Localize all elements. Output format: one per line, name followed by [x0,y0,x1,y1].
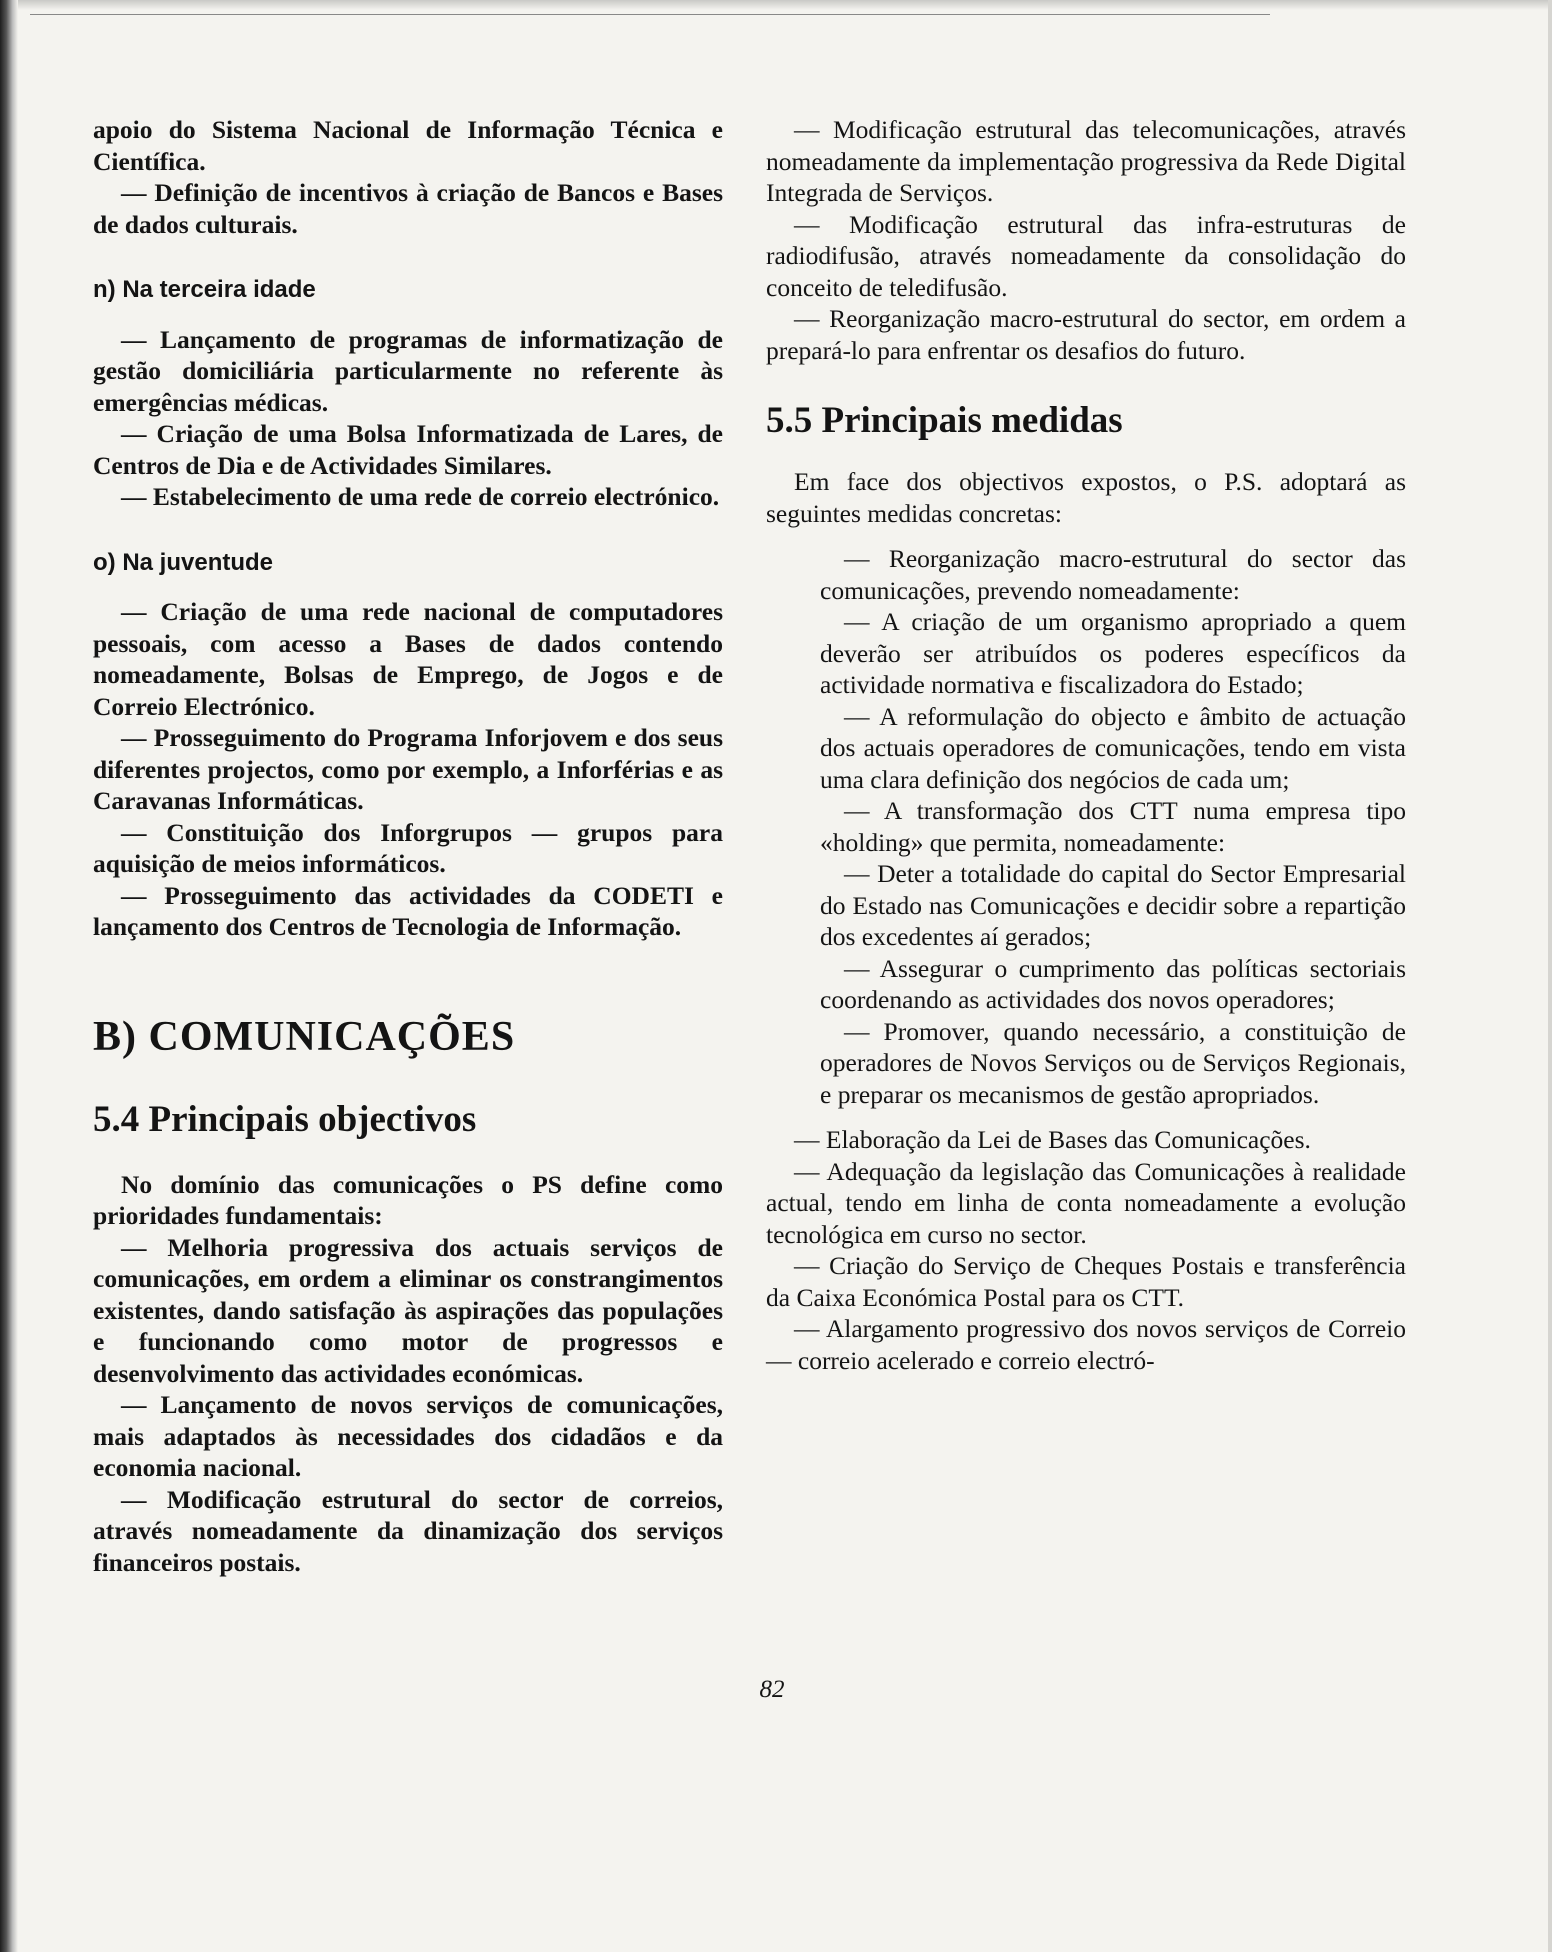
scan-right-edge [1548,0,1552,1952]
section-title-comunicacoes: B) COMUNICAÇÕES [93,1013,516,1060]
page-number: 82 [759,1676,785,1703]
list-item: — Lançamento de programas de informatização de gestão domiciliária particularmente no referente às emergências médicas. [93,324,723,417]
paragraph-bancos: — Definição de incentivos à criação de Bancos e Bases de dados culturais. [93,178,723,239]
nested-list-item: — A criação de um organismo apropriado a quem deverão ser atribuídos os poderes específicos da actividade normativa e fiscalizadora do Estado; [820,607,1406,699]
subsection-title-medidas: 5.5 Principais medidas [766,400,1123,441]
list-item: — Prosseguimento do Programa Inforjovem e dos seus diferentes projectos, como por exemplo, a Inforférias e as Caravanas Informáticas. [93,723,723,815]
list-item: — Reorganização macro-estrutural do sector, em ordem a prepará-lo para enfrentar os desafios do futuro. [766,304,1406,365]
paragraph-intro-objectivos: No domínio das comunicações o PS define como prioridades fundamentais: [93,1169,723,1230]
list-item: — Adequação da legislação das Comunicações à realidade actual, tendo em linha de conta nomeadamente a evolução tecnológica em curso no sector. [766,1156,1406,1249]
nested-list-item: — A reformulação do objecto e âmbito de actuação dos actuais operadores de comunicações, tendo em vista uma clara definição dos negócios de cada um; [820,701,1406,794]
list-item: — Elaboração da Lei de Bases das Comunicações. [794,1125,1311,1154]
list-item: — Alargamento progressivo dos novos serviços de Correio — correio acelerado e correio electró- [766,1314,1406,1375]
nested-list-item: — Promover, quando necessário, a constituição de operadores de Novos Serviços ou de Serviços Regionais, e preparar os mecanismos de gestão apropriados. [820,1016,1406,1109]
nested-list-item: — Deter a totalidade do capital do Sector Empresarial do Estado nas Comunicações e decidir sobre a repartição dos excedentes aí gerados; [820,859,1406,951]
nested-list-item: — A transformação dos CTT numa empresa tipo «holding» que permita, nomeadamente: [820,796,1406,857]
list-item: — Prosseguimento das actividades da CODETI e lançamento dos Centros de Tecnologia de Informação. [93,880,723,941]
nested-list-item: — Assegurar o cumprimento das políticas sectoriais coordenando as actividades dos novos operadores; [820,953,1406,1014]
top-rule [30,14,1270,15]
heading-juventude: o) Na juventude [93,548,274,576]
list-item: — Lançamento de novos serviços de comunicações, mais adaptados às necessidades dos cidadãos e da economia nacional. [93,1390,723,1482]
scan-binding-shadow [0,0,18,1952]
right-column [766,114,1406,1376]
list-item: — Melhoria progressiva dos actuais serviços de comunicações, em ordem a eliminar os constrangimentos existentes, dando satisfação às aspirações das populações e funcionando como motor de progressos e desenvolvimento das actividades económicas. [93,1232,723,1388]
list-item: — Modificação estrutural do sector de correios, através nomeadamente da dinamização dos serviços financeiros postais. [93,1484,723,1577]
list-item: — Criação do Serviço de Cheques Postais e transferência da Caixa Económica Postal para os CTT. [766,1251,1406,1312]
list-item: — Modificação estrutural das telecomunicações, através nomeadamente da implementação progressiva da Rede Digital Integrada de Serviços. [766,115,1406,207]
list-item: — Estabelecimento de uma rede de correio electrónico. [121,482,720,511]
paragraph-intro-medidas: Em face dos objectivos expostos, o P.S. adoptará as seguintes medidas concretas: [766,467,1406,528]
left-column [93,114,723,1578]
list-item: — Criação de uma rede nacional de computadores pessoais, com acesso a Bases de dados contendo nomeadamente, Bolsas de Emprego, de Jogos e de Correio Electrónico. [93,597,723,721]
scan-top-shadow [0,0,1552,10]
list-item: — Constituição dos Inforgrupos — grupos para aquisição de meios informáticos. [93,817,723,878]
paragraph-continuation: apoio do Sistema Nacional de Informação Técnica e Científica. [93,115,723,176]
heading-terceira-idade: n) Na terceira idade [93,276,316,303]
subsection-title-objectivos: 5.4 Principais objectivos [93,1098,477,1140]
list-item: — Criação de uma Bolsa Informatizada de Lares, de Centros de Dia e de Actividades Similares. [93,419,723,480]
list-item: — Modificação estrutural das infra-estruturas de radiodifusão, através nomeadamente da consolidação do conceito de teledifusão. [766,209,1406,302]
nested-list-item: — Reorganização macro-estrutural do sector das comunicações, prevendo nomeadamente: [820,544,1406,605]
